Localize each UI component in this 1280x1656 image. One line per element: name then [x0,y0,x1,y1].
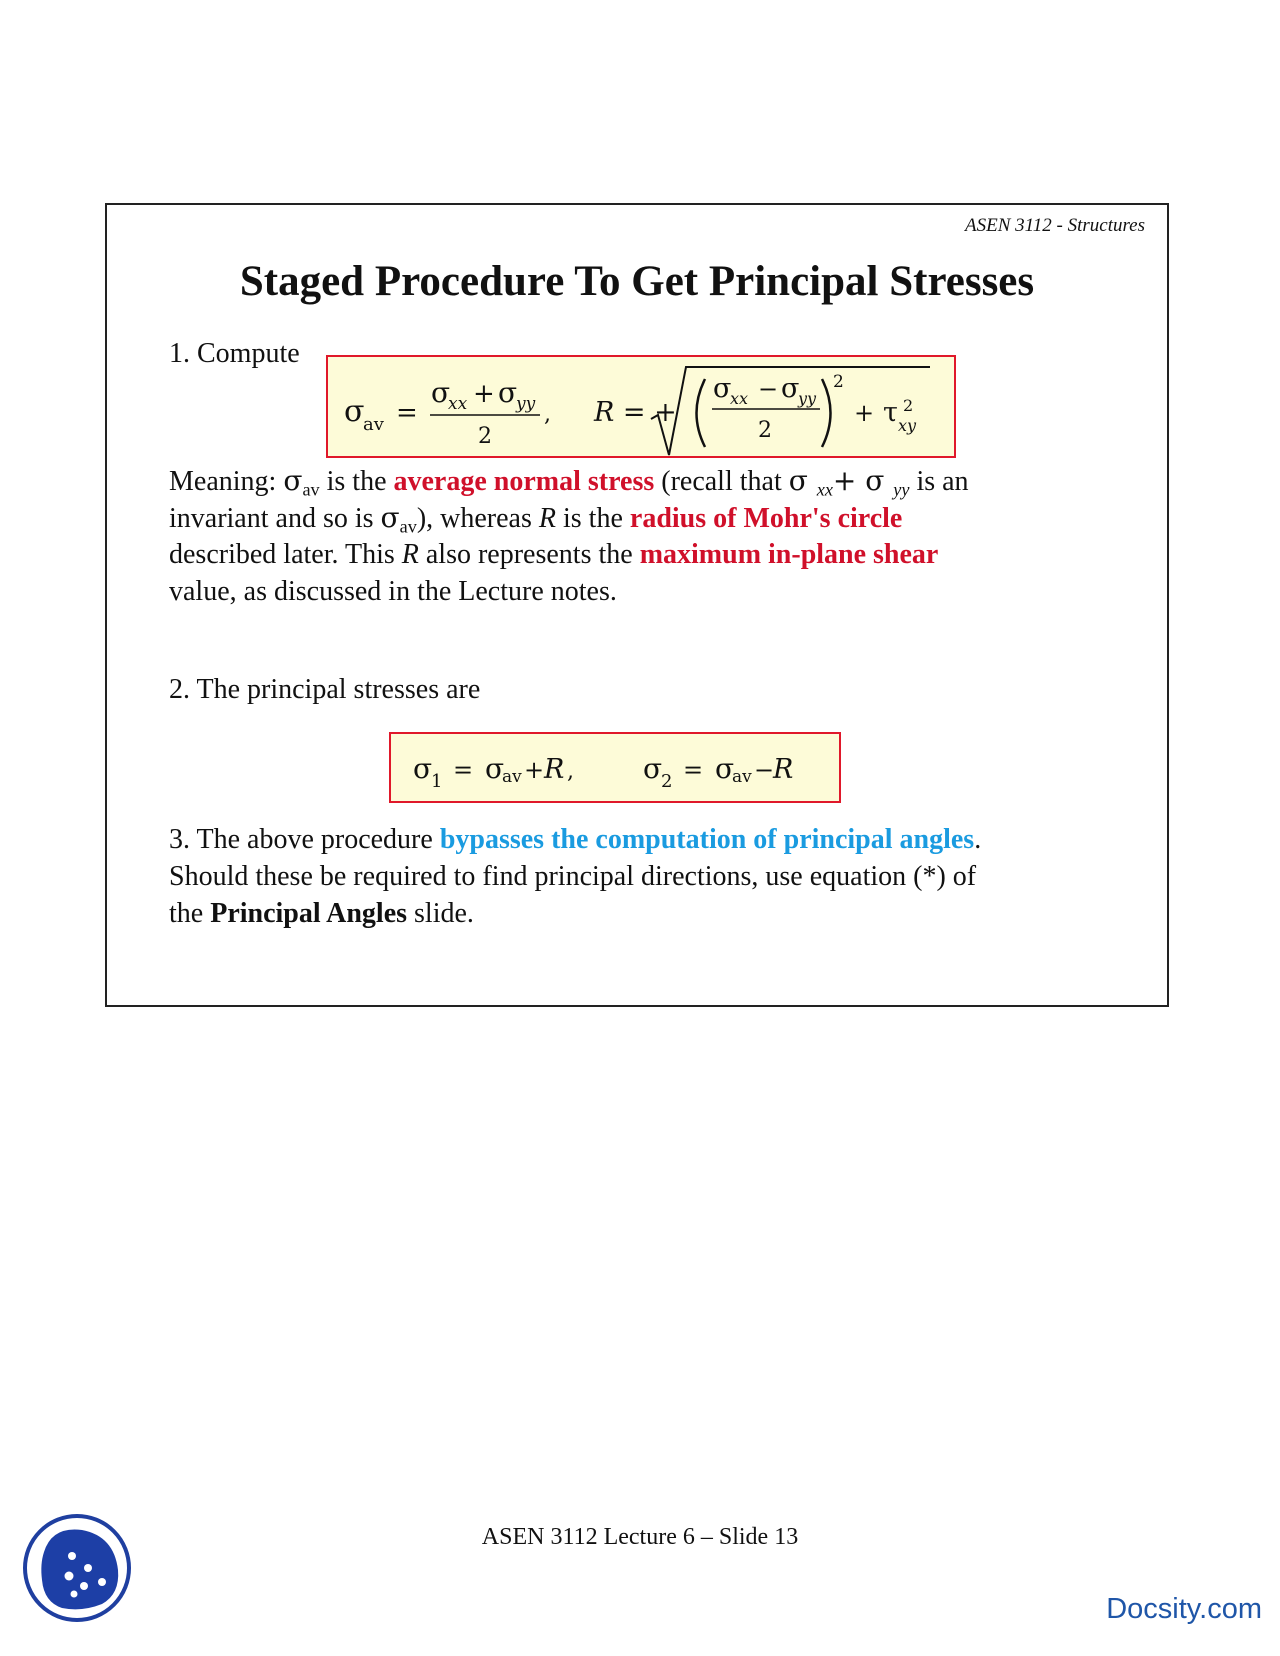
step1-label: 1. Compute [169,338,300,369]
highlight-radius-mohrs-circle: radius of Mohr's circle [629,503,903,534]
step3-line-3: the Principal Angles slide. [169,898,474,929]
slide-title: Staged Procedure To Get Principal Stresses [239,258,1035,305]
eq2-minus: − [754,756,775,784]
eq2-plus: + [524,756,545,784]
step3-line-1: 3. The above procedure bypasses the computation of principal angles. [169,824,982,855]
eq-right-paren [822,379,831,447]
step3-line-2: Should these be required to find principal directions, use equation (*) of [169,861,977,892]
eq2-sigma-av-1: σ [485,752,505,785]
eq-num-sigma-xx: σ [431,376,451,409]
eq-comma: , [544,402,551,427]
eq-square-exp: 2 [833,372,844,392]
eq-in-sigma-yy: σ [781,373,800,404]
eq-R-def: R = + [594,397,677,428]
eq-tau-exp: 2 [903,396,914,415]
eq2-sigma1: σ [413,752,433,785]
eq-tau: τ [883,397,898,428]
equation-2-svg [391,734,843,805]
highlight-bypasses-angles: bypasses the computation of principal angles [439,824,975,855]
eq2-equals-1: = [453,756,474,784]
meaning-line-2: invariant and so is $\sigma_{av}$), whereas R is the radius of Mohr's circle [169,501,903,537]
highlight-average-normal-stress: average normal stress [393,466,655,497]
eq2-R-2: R [773,754,794,785]
eq2-equals-2: = [683,756,704,784]
meaning-line-1: Meaning: $\sigma_{av}$ is the average normal stress (recall that σ $_{xx}$+ σ $_{yy}$ is an [169,464,969,500]
eq-den-2: 2 [478,424,492,449]
meaning-line-3: described later. This R also represents the maximum in-plane shear [169,539,939,570]
eq-sigma: σ [344,394,365,429]
eq-in-sub-xx: xx [730,389,749,408]
slide-footer: ASEN 3112 Lecture 6 – Slide 13 [481,1524,799,1550]
eq2-sigma2: σ [643,752,663,785]
highlight-max-inplane-shear: maximum in-plane shear [639,539,939,570]
eq2-sub-av-2: av [732,767,752,787]
eq-plus-tau: + [854,399,875,427]
eq-equals: = [396,398,418,428]
eq-num-sub-xx: xx [448,394,468,414]
eq2-R-1: R [544,754,565,785]
equation-1-svg [328,357,958,460]
meaning-line-4: value, as discussed in the Lecture notes. [169,576,617,607]
eq-in-sigma-xx: σ [713,373,732,404]
eq-tau-sub-xy: xy [898,416,917,435]
eq-num-plus: + [473,379,495,409]
eq2-sub-av-1: av [502,767,522,787]
eq-in-den-2: 2 [758,418,772,443]
equation-box-average-and-radius [326,355,956,458]
eq-in-sub-yy: yy [798,389,817,408]
eq2-sigma-av-2: σ [715,752,735,785]
eq2-sub-1: 1 [431,771,443,792]
docsity-logo-icon [22,1512,132,1624]
eq-num-sigma-yy: σ [498,376,518,409]
equation-box-principal-stresses [389,732,841,803]
eq-left-paren [697,379,706,447]
eq2-comma: , [567,759,574,784]
eq2-sub-2: 2 [661,771,673,792]
eq-sub-av: av [363,414,384,435]
step2-label: 2. The principal stresses are [169,674,481,705]
course-tag: ASEN 3112 - Structures [965,215,1145,236]
docsity-watermark[interactable]: Docsity.com [1106,1593,1262,1625]
eq-in-minus: − [758,375,779,403]
eq-num-sub-yy: yy [516,394,536,414]
principal-angles-ref: Principal Angles [210,898,408,929]
slide-frame [105,203,1169,1007]
